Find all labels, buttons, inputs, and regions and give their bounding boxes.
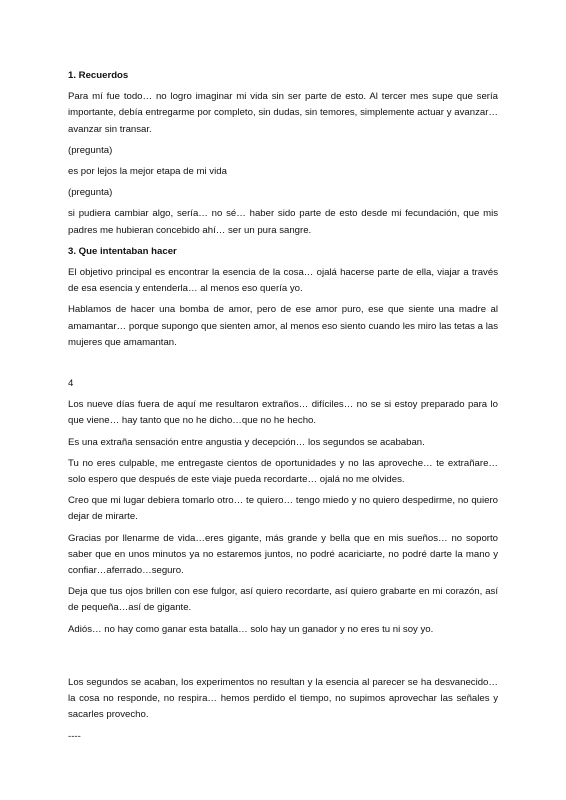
paragraph: Adiós… no hay como ganar esta batalla… solo hay un ganador y no eres tu ni soy yo. xyxy=(68,623,434,635)
question-marker: (pregunta) xyxy=(68,187,113,199)
paragraph: El objetivo principal es encontrar la esencia de la cosa… ojalá hacerse parte de ella, viajar a través de esa esencia y entenderla… al menos eso quería yo. xyxy=(68,267,498,295)
paragraph: Para mí fue todo… no logro imaginar mi vida sin ser parte de esto. Al tercer mes supe que sería importante, debía entregarme por completo, sin dudas, sin temores, simplemente actuar y avanzar… avanzar sin transar. xyxy=(68,91,498,135)
section-number-4: 4 xyxy=(68,378,74,390)
blank-space xyxy=(68,643,498,675)
paragraph: Tu no eres culpable, me entregaste cientos de oportunidades y no las aproveche… te extrañare… solo espero que después de este viaje pueda recordarte… ojalá no me olvides. xyxy=(68,457,498,486)
paragraph: Hablamos de hacer una bomba de amor, pero de ese amor puro, ese que siente una madre al amamantar… porque supongo que sienten amor, al menos eso siento cuando les miro las tetas a las mujeres que amamantan. xyxy=(68,304,498,348)
paragraph: es por lejos la mejor etapa de mi vida xyxy=(68,166,227,178)
paragraph: Creo que mi lugar debiera tomarlo otro… te quiero… tengo miedo y no quiero despedirme, no quiero dejar de mirarte. xyxy=(68,495,498,523)
paragraph: Deja que tus ojos brillen con ese fulgor, así quiero recordarte, así quiero grabarte en mi corazón, así de pequeña…así de gigante. xyxy=(68,586,498,614)
blank-space xyxy=(68,356,498,376)
paragraph: si pudiera cambiar algo, sería… no sé… haber sido parte de esto desde mi fecundación, que mis padres me hubieran concebido ahí… ser un pura sangre. xyxy=(68,208,498,236)
document-body xyxy=(68,68,498,750)
section-heading-que-intentaban-hacer: 3. Que intentaban hacer xyxy=(68,245,177,257)
paragraph: Los nueve días fuera de aquí me resultaron extraños… difíciles… no se si estoy preparado para lo que viene… hay tanto que no he dicho…que no he hecho. xyxy=(68,399,498,427)
paragraph: Los segundos se acaban, los experimentos no resultan y la esencia al parecer se ha desvanecido… la cosa no responde, no respira… hemos perdido el tiempo, no supimos aprovechar las señales y sacarles provecho. xyxy=(68,676,498,721)
question-marker: (pregunta) xyxy=(68,144,113,156)
section-heading-recuerdos: 1. Recuerdos xyxy=(68,70,129,81)
end-mark: ---- xyxy=(68,730,81,742)
paragraph: Gracias por llenarme de vida…eres gigante, más grande y bella que en mis sueños… no soporto saber que en unos minutos ya no estaremos juntos, no podré acariciarte, no podré darte la mano y confiar…aferrado…seguro. xyxy=(68,532,498,577)
paragraph: Es una extraña sensación entre angustia y decepción… los segundos se acababan. xyxy=(68,436,425,448)
